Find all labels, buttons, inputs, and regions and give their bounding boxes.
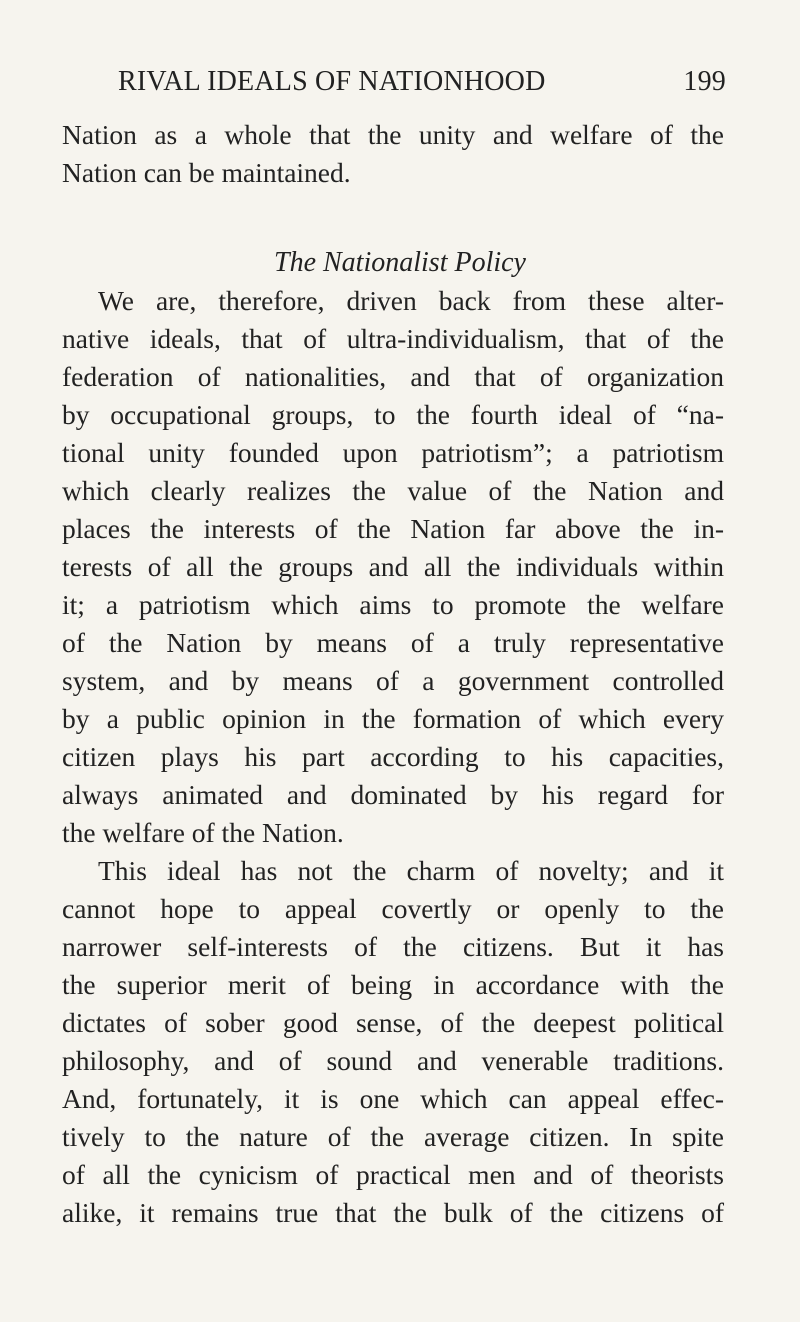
text-line: This ideal has not the charm of novelty; and it — [98, 855, 724, 886]
text-line: by a public opinion in the formation of which every — [62, 703, 724, 734]
text-line: And, fortunately, it is one which can appeal effec- — [62, 1083, 724, 1114]
text-line: citizen plays his part according to his capacities, — [62, 741, 724, 772]
text-line: of all the cynicism of practical men and of theorists — [62, 1159, 724, 1190]
text-line: tively to the nature of the average citizen. In spite — [62, 1121, 724, 1152]
text-line: of the Nation by means of a truly representative — [62, 627, 724, 658]
text-line: alike, it remains true that the bulk of the citizens of — [62, 1197, 724, 1228]
text-line: the welfare of the Nation. — [62, 817, 344, 848]
section-heading: The Nationalist Policy — [274, 247, 526, 278]
text-line: philosophy, and of sound and venerable traditions. — [62, 1045, 724, 1076]
text-line: system, and by means of a government controlled — [62, 665, 724, 696]
running-header-title: RIVAL IDEALS OF NATIONHOOD — [118, 66, 546, 97]
text-line: Nation can be maintained. — [62, 157, 351, 188]
text-line: always animated and dominated by his regard for — [62, 779, 724, 810]
running-header — [118, 62, 726, 102]
text-line: cannot hope to appeal covertly or openly to the — [62, 893, 724, 924]
text-line: native ideals, that of ultra-individualism, that of the — [62, 323, 724, 354]
text-line: We are, therefore, driven back from these alter- — [98, 285, 724, 316]
text-line: narrower self-interests of the citizens. But it has — [62, 931, 724, 962]
text-line: places the interests of the Nation far above the in- — [62, 513, 724, 544]
text-line: Nation as a whole that the unity and welfare of the — [62, 119, 724, 150]
page-number: 199 — [683, 66, 726, 97]
text-line: which clearly realizes the value of the Nation and — [62, 475, 724, 506]
text-line: by occupational groups, to the fourth ideal of “na- — [62, 399, 724, 430]
text-line: terests of all the groups and all the individuals within — [62, 551, 724, 582]
text-line: it; a patriotism which aims to promote the welfare — [62, 589, 724, 620]
text-line: the superior merit of being in accordance with the — [62, 969, 724, 1000]
text-line: tional unity founded upon patriotism”; a patriotism — [62, 437, 724, 468]
text-line: dictates of sober good sense, of the deepest political — [62, 1007, 724, 1038]
text-line: federation of nationalities, and that of organization — [62, 361, 724, 392]
